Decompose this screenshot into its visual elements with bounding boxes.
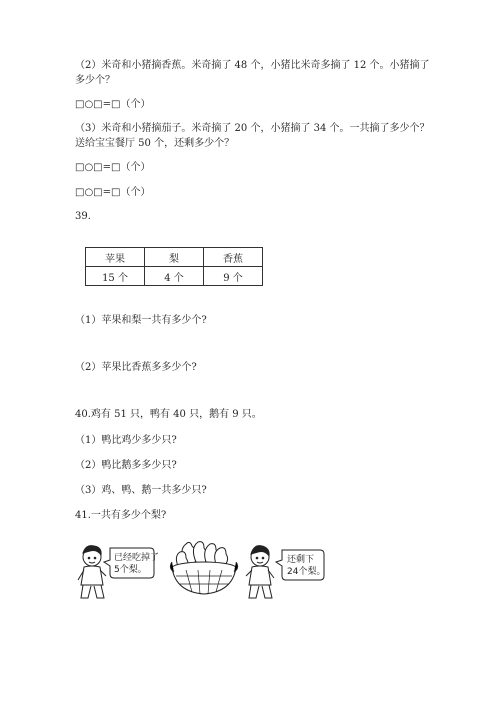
table-cell: 15 个: [86, 267, 145, 286]
q3-line1: （3）米奇和小猪摘茄子。米奇摘了 20 个，小猪摘了 34 个。一共摘了多少个？: [75, 123, 430, 134]
right-bubble-line2: 24个梨。: [287, 567, 326, 577]
table-header-cell: 梨: [145, 248, 204, 267]
table-cell: 4 个: [145, 267, 204, 286]
q40-text: 40.鸡有 51 只，鸭有 40 只，鹅有 9 只。: [75, 409, 262, 420]
table-header-row: [86, 248, 263, 267]
q3-line2: 送给宝宝餐厅 50 个，还剩多少个？: [75, 138, 235, 149]
q41-illustration: [70, 540, 340, 602]
q39-number: 39.: [75, 211, 91, 222]
q2-answer-template: □○□=□（个）: [75, 99, 151, 110]
right-speech-bubble: [276, 550, 325, 580]
q40-sub2: （2）鸭比鹅多多少只?: [75, 460, 177, 471]
left-child-figure: [78, 546, 106, 598]
q40-sub3: （3）鸡、鸭、鹅一共多少只?: [75, 485, 207, 496]
table-header-cell: 香蕉: [204, 248, 263, 267]
table-row: [86, 267, 263, 286]
fruit-count-table: [85, 247, 263, 286]
q41-text: 41.一共有多少个梨?: [75, 510, 167, 521]
right-child-figure: [246, 546, 274, 598]
q3-answer-template-2: □○□=□（个）: [75, 187, 151, 198]
right-bubble-line1: 还剩下: [287, 555, 315, 565]
pear-basket: [170, 542, 237, 594]
left-bubble-line2: 5个梨。: [114, 565, 147, 575]
q40-sub1: （1）鸭比鸡少多少只?: [75, 435, 177, 446]
q39-sub1: （1）苹果和梨一共有多少个?: [75, 315, 207, 326]
q2-line2: 多少个？: [75, 75, 115, 86]
q39-sub2: （2）苹果比香蕉多多少个?: [75, 362, 197, 373]
table-cell: 9 个: [204, 267, 263, 286]
q2-line1: （2）米奇和小猪摘香蕉。米奇摘了 48 个，小猪比米奇多摘了 12 个。小猪摘了: [75, 60, 430, 71]
q3-answer-template-1: □○□=□（个）: [75, 162, 151, 173]
table-header-cell: 苹果: [86, 248, 145, 267]
left-bubble-line1: 已经吃掉了: [114, 553, 160, 563]
left-speech-bubble: [104, 548, 159, 578]
